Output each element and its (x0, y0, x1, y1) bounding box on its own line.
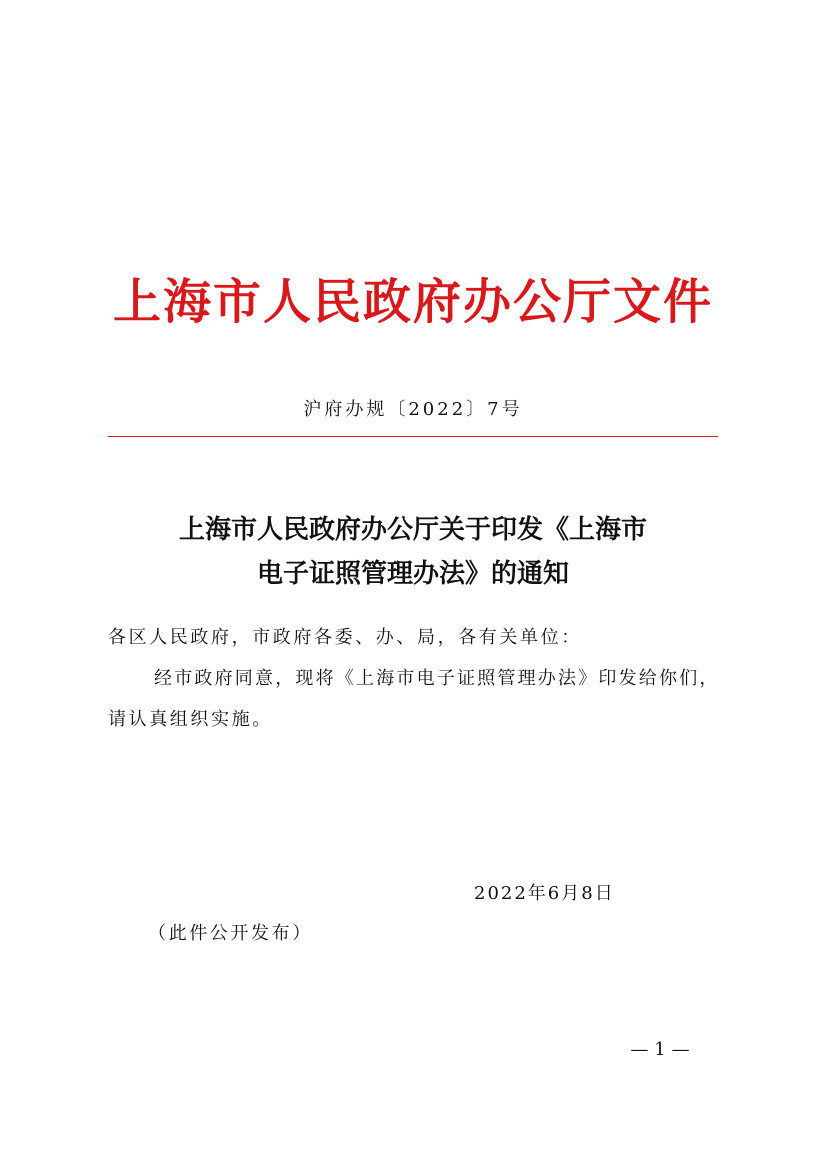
publish-note: （此件公开发布） (148, 923, 313, 944)
body-paragraph-line-2: 请认真组织实施。 (108, 709, 273, 730)
document-number: 沪府办规〔2022〕7号 (303, 399, 523, 420)
title-line-2: 电子证照管理办法》的通知 (256, 559, 569, 589)
document-title (0, 508, 826, 596)
masthead-title: 上海市人民政府办公厅文件 (112, 274, 713, 330)
title-line-1: 上海市人民政府办公厅关于印发《上海市 (178, 515, 647, 545)
salutation: 各区人民政府，市政府各委、办、局，各有关单位： (108, 627, 582, 648)
red-divider-line (108, 436, 718, 437)
issue-date: 2022年6月8日 (474, 883, 615, 904)
body-paragraph-line-1: 经市政府同意，现将《上海市电子证照管理办法》印发给你们， (154, 668, 720, 689)
page-number: — 1 — (630, 1039, 690, 1060)
